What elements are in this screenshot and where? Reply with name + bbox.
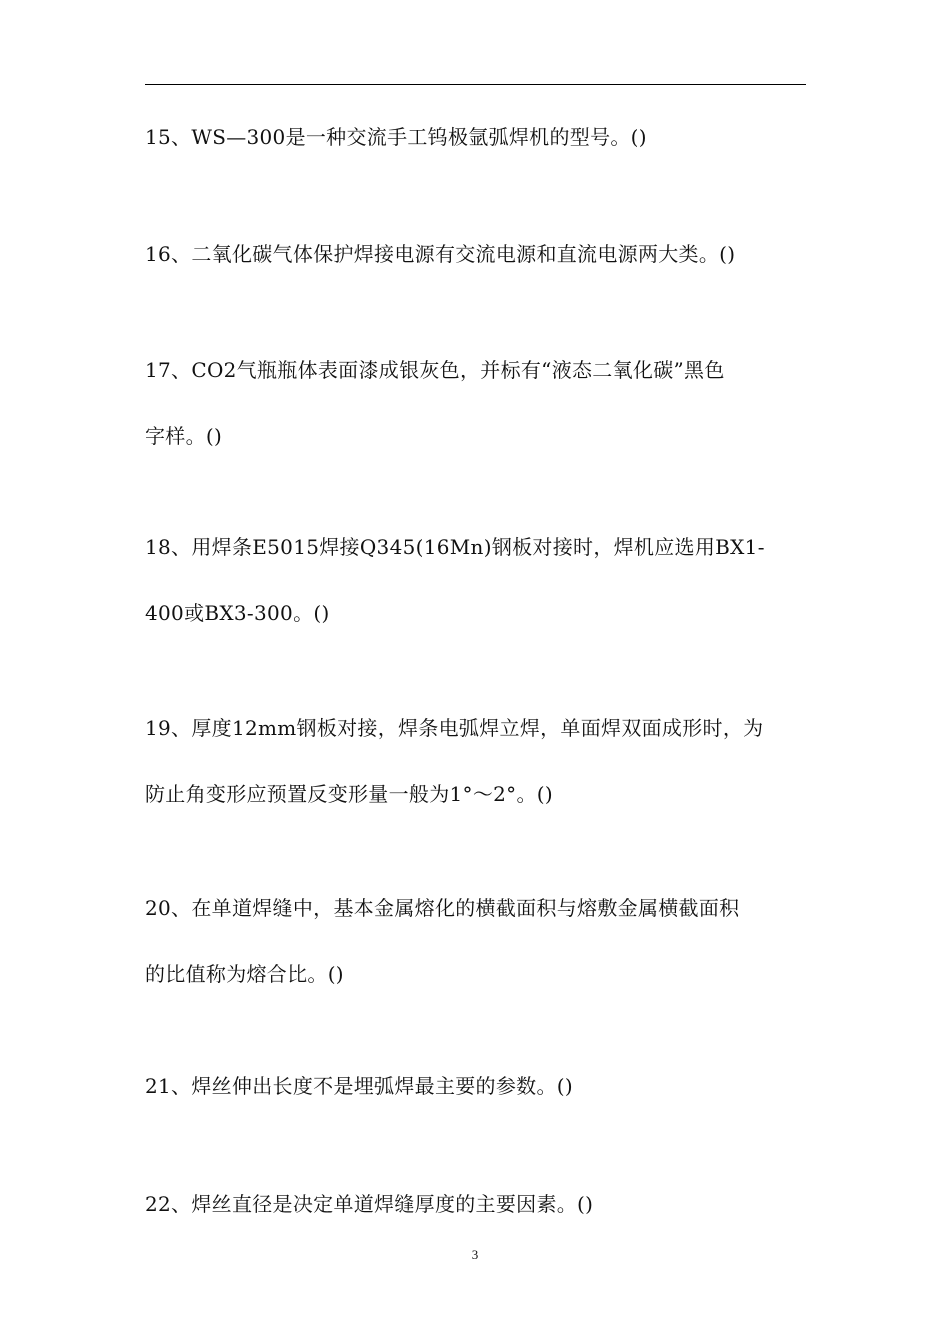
question-line: 400或BX3-300。() — [145, 601, 330, 625]
question-line: 17、CO2气瓶瓶体表面漆成银灰色，并标有“液态二氧化碳”黑色 — [145, 358, 725, 382]
question-18 — [145, 514, 810, 646]
question-21 — [145, 1053, 810, 1119]
question-20 — [145, 875, 810, 1007]
question-line: 防止角变形应预置反变形量一般为1°～2°。() — [145, 782, 553, 806]
question-line: 22、焊丝直径是决定单道焊缝厚度的主要因素。() — [145, 1192, 594, 1216]
question-line: 15、WS—300是一种交流手工钨极氩弧焊机的型号。() — [145, 125, 647, 149]
question-17 — [145, 337, 810, 469]
question-16 — [145, 221, 810, 287]
question-line: 20、在单道焊缝中，基本金属熔化的横截面积与熔敷金属横截面积 — [145, 896, 740, 920]
question-line: 字样。() — [145, 424, 223, 448]
question-line: 的比值称为熔合比。() — [145, 962, 344, 986]
question-19 — [145, 695, 810, 827]
question-22 — [145, 1171, 810, 1237]
question-line: 18、用焊条E5015焊接Q345(16Mn)钢板对接时，焊机应选用BX1- — [145, 535, 765, 559]
question-line: 19、厚度12mm钢板对接，焊条电弧焊立焊，单面焊双面成形时，为 — [145, 716, 764, 740]
page-number: 3 — [471, 1247, 479, 1262]
question-line: 16、二氧化碳气体保护焊接电源有交流电源和直流电源两大类。() — [145, 242, 736, 266]
header-rule — [145, 84, 806, 85]
question-15 — [145, 104, 810, 170]
question-line: 21、焊丝伸出长度不是埋弧焊最主要的参数。() — [145, 1074, 573, 1098]
